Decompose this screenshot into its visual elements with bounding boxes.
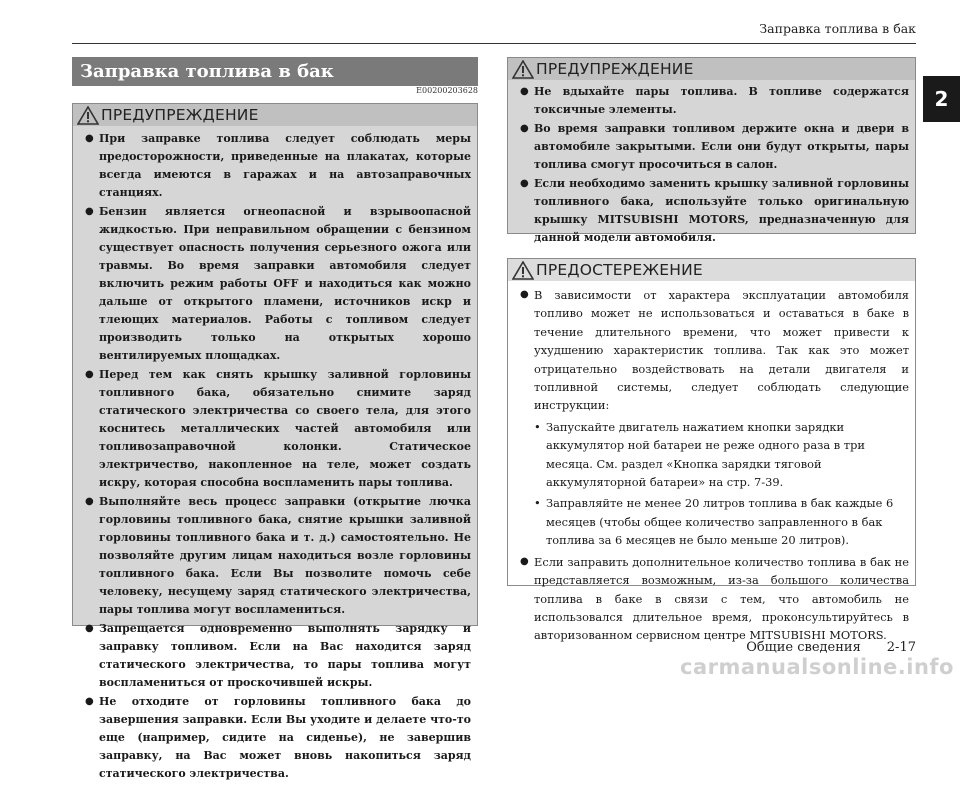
warning-list	[73, 126, 477, 788]
watermark: carmanualsonline.info	[680, 655, 954, 679]
warning-box-header	[73, 104, 477, 126]
list-item: ● При заправке топлива следует соблюдать меры предосторожности, приведенные на плакатах, которые всегда имеются в гаражах и на автозаправочных станциях.	[85, 130, 471, 202]
warning-list	[508, 80, 915, 252]
footer-section-name: Общие сведения	[746, 640, 861, 655]
warning-box-right	[507, 57, 916, 244]
section-code: E00200203628	[416, 86, 478, 95]
page-number: 2-17	[886, 640, 916, 655]
caution-box	[507, 258, 916, 643]
section-title: Заправка топлива в бак	[72, 57, 478, 86]
chapter-tab[interactable]: 2	[923, 76, 960, 122]
list-item: ● Не вдыхайте пары топлива. В топливе содержатся токсичные элементы.	[520, 83, 909, 119]
list-item: ● В зависимости от характера эксплуатации автомобиля топливо может не использоваться и оставаться в баке в течение длительного времени, что может привести к ухудшению характеристик топлива. Так как это может отрицательно воздействовать на детали двигателя и топливной системы, следует соблюдать следующие инструкции:	[520, 286, 909, 415]
warning-label: ПРЕДУПРЕЖДЕНИЕ	[536, 60, 694, 78]
list-item: ● Бензин является огнеопасной и взрывоопасной жидкостью. При неправильном обращении с бензином существует опасность получения серьезного ожога или травмы. Во время заправки автомобиля следует включить режим работы OFF и находиться как можно дальше от открытого пламени, источников искр и тлеющих материалов. Работы с топливом следует производить только на открытых хорошо вентилируемых площадках.	[85, 203, 471, 365]
warning-triangle-icon	[77, 106, 99, 125]
warning-triangle-icon	[512, 60, 534, 79]
warning-triangle-icon	[512, 261, 534, 280]
caution-box-header	[508, 259, 915, 281]
list-item: ● Во время заправки топливом держите окна и двери в автомобиле закрытыми. Если они будут открыты, пары топлива смогут просочиться в салон.	[520, 120, 909, 174]
list-item: ● Перед тем как снять крышку заливной горловины топливного бака, обязательно снимите заряд статического электричества со своего тела, для этого коснитесь металлических частей автомобиля или топливозаправочной колонки. Статическое электричество, накопленное на теле, может создать искру, которая способна воспламенить пары топлива.	[85, 366, 471, 492]
page-footer	[746, 640, 916, 655]
sub-list-item: • Заправляйте не менее 20 литров топлива в бак каждые 6 месяцев (чтобы общее количество заправленного в бак топлива за 6 месяцев не было меньше 20 литров).	[534, 494, 909, 549]
warning-box-header	[508, 58, 915, 80]
list-item: ● Запрещается одновременно выполнять зарядку и заправку топливом. Если на Вас находится заряд статического электричества, то пары топлива могут воспламениться от проскочившей искры.	[85, 620, 471, 692]
sub-list-item: • Запускайте двигатель нажатием кнопки зарядки аккумулятор ной батареи не реже одного раза в три месяца. См. раздел «Кнопка зарядки тяговой аккумуляторной батареи» на стр. 7-39.	[534, 418, 909, 492]
list-item: ● Если необходимо заменить крышку заливной горловины топливного бака, используйте только оригинальную крышку MITSUBISHI MOTORS, предназначенную для данной модели автомобиля.	[520, 175, 909, 247]
warning-box-left	[72, 103, 478, 780]
warning-label: ПРЕДУПРЕЖДЕНИЕ	[101, 106, 259, 124]
list-item: ● Выполняйте весь процесс заправки (открытие лючка горловины топливного бака, снятие крышки заливной горловины топливного бака и т. д.) самостоятельно. Не позволяйте другим лицам находиться возле горловины топливного бака. Если Вы позволите помочь себе человеку, несущему заряд статического электричества, пары топлива могут воспламениться.	[85, 493, 471, 619]
header-rule	[72, 43, 916, 44]
running-header: Заправка топлива в бак	[759, 21, 916, 36]
caution-label: ПРЕДОСТЕРЕЖЕНИЕ	[536, 261, 703, 279]
list-item: ● Если заправить дополнительное количество топлива в бак не представляется возможным, из-за большого количества топлива в баке в связи с тем, что автомобиль не использовался длительное время, проконсультируйтесь в авторизованном сервисном центре MITSUBISHI MOTORS.	[520, 553, 909, 645]
list-item: ● Не отходите от горловины топливного бака до завершения заправки. Если Вы уходите и делаете что-то еще (например, сидите на сиденье), не завершив заправку, на Вас может вновь накопиться заряд статического электричества.	[85, 693, 471, 783]
caution-list	[508, 281, 915, 652]
